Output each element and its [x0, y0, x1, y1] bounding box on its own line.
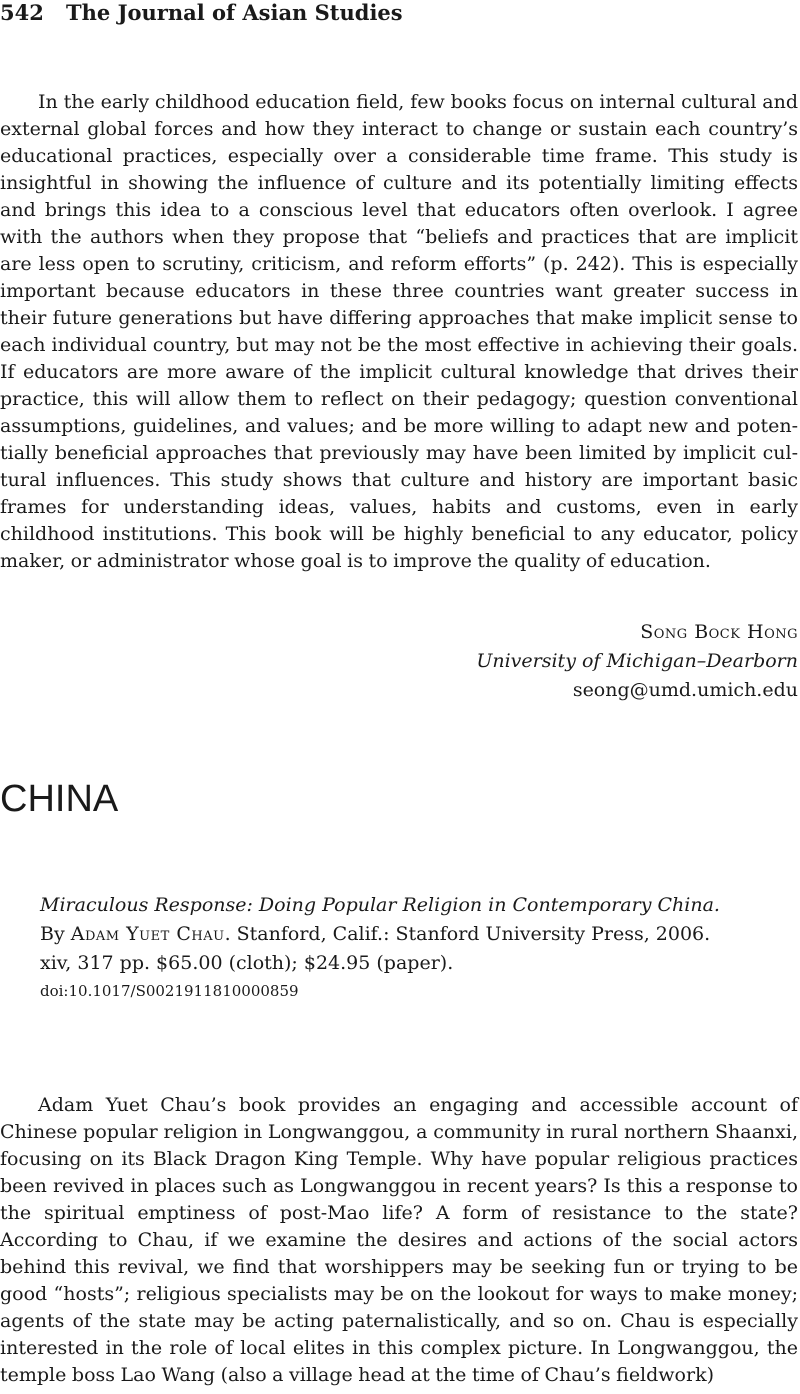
book-title: Miraculous Response: Doing Popular Religion in Contemporary China.	[40, 894, 720, 916]
review-paragraph-1: In the early childhood education field, few books focus on internal cultural and external global forces and how they interact to change or sustain each country’s educational practices, especially over a considerable time frame. This study is insightful in showing the influence of culture and its potentially limiting effects and brings this idea to a conscious level that educators often overlook. I agree with the authors when they propose that “beliefs and practices that are implicit are less open to scrutiny, criticism, and reform efforts” (p. 242). This is especially important because educators in these three countries want greater success in their future generations but have differing approaches that make implicit sense to each individual country, but may not be the most effective in achieving their goals. If educators are more aware of the implicit cultural knowledge that drives their practice, this will allow them to reflect on their pedagogy; question conventional assumptions, guidelines, and values; and be more willing to adapt new and potentially beneficial approaches that previously may have been limited by implicit cultural influences. This study shows that culture and history are important basic frames for understanding ideas, values, habits and customs, even in early childhood institutions. This book will be highly beneficial to any educator, policy maker, or administrator whose goal is to improve the quality of education.	[0, 91, 798, 572]
journal-title: The Journal of Asian Studies	[66, 0, 403, 25]
publication-details: xiv, 317 pp. $65.00 (cloth); $24.95 (paper).	[40, 952, 454, 974]
book-author: Adam Yuet Chau	[70, 923, 225, 945]
reviewer-email[interactable]: seong@umd.umich.edu	[572, 679, 798, 701]
doi-link[interactable]: doi:10.1017/S0021911810000859	[40, 982, 299, 1000]
by-label: By	[40, 923, 65, 945]
publisher-info: . Stanford, Calif.: Stanford University Press, 2006.	[224, 923, 711, 945]
page-number: 542	[0, 0, 44, 25]
reviewer-signature	[476, 618, 798, 705]
section-heading: CHINA	[0, 778, 119, 820]
running-header	[0, 0, 403, 30]
review-paragraph-2: Adam Yuet Chau’s book provides an engaging and accessible account of Chinese popular religion in Longwanggou, a community in rural northern Shaanxi, focusing on its Black Dragon King Temple. Why have popular religious practices been revived in places such as Longwanggou in recent years? Is this a response to the spiritual emptiness of post-Mao life? A form of resistance to the state? According to Chau, if we examine the desires and actions of the social actors behind this revival, we find that worshippers may be seeking fun or trying to be good “hosts”; religious specialists may be on the lookout for ways to make money; agents of the state may be acting paternalistically, and so on. Chau is especially interested in the role of local elites in this complex picture. In Longwanggou, the temple boss Lao Wang (also a village head at the time of Chau’s fieldwork)	[0, 1094, 798, 1386]
reviewer-affiliation: University of Michigan–Dearborn	[476, 650, 798, 672]
reviewer-name: Song Bock Hong	[640, 621, 798, 643]
author-line	[40, 920, 780, 949]
book-citation	[40, 891, 780, 1002]
